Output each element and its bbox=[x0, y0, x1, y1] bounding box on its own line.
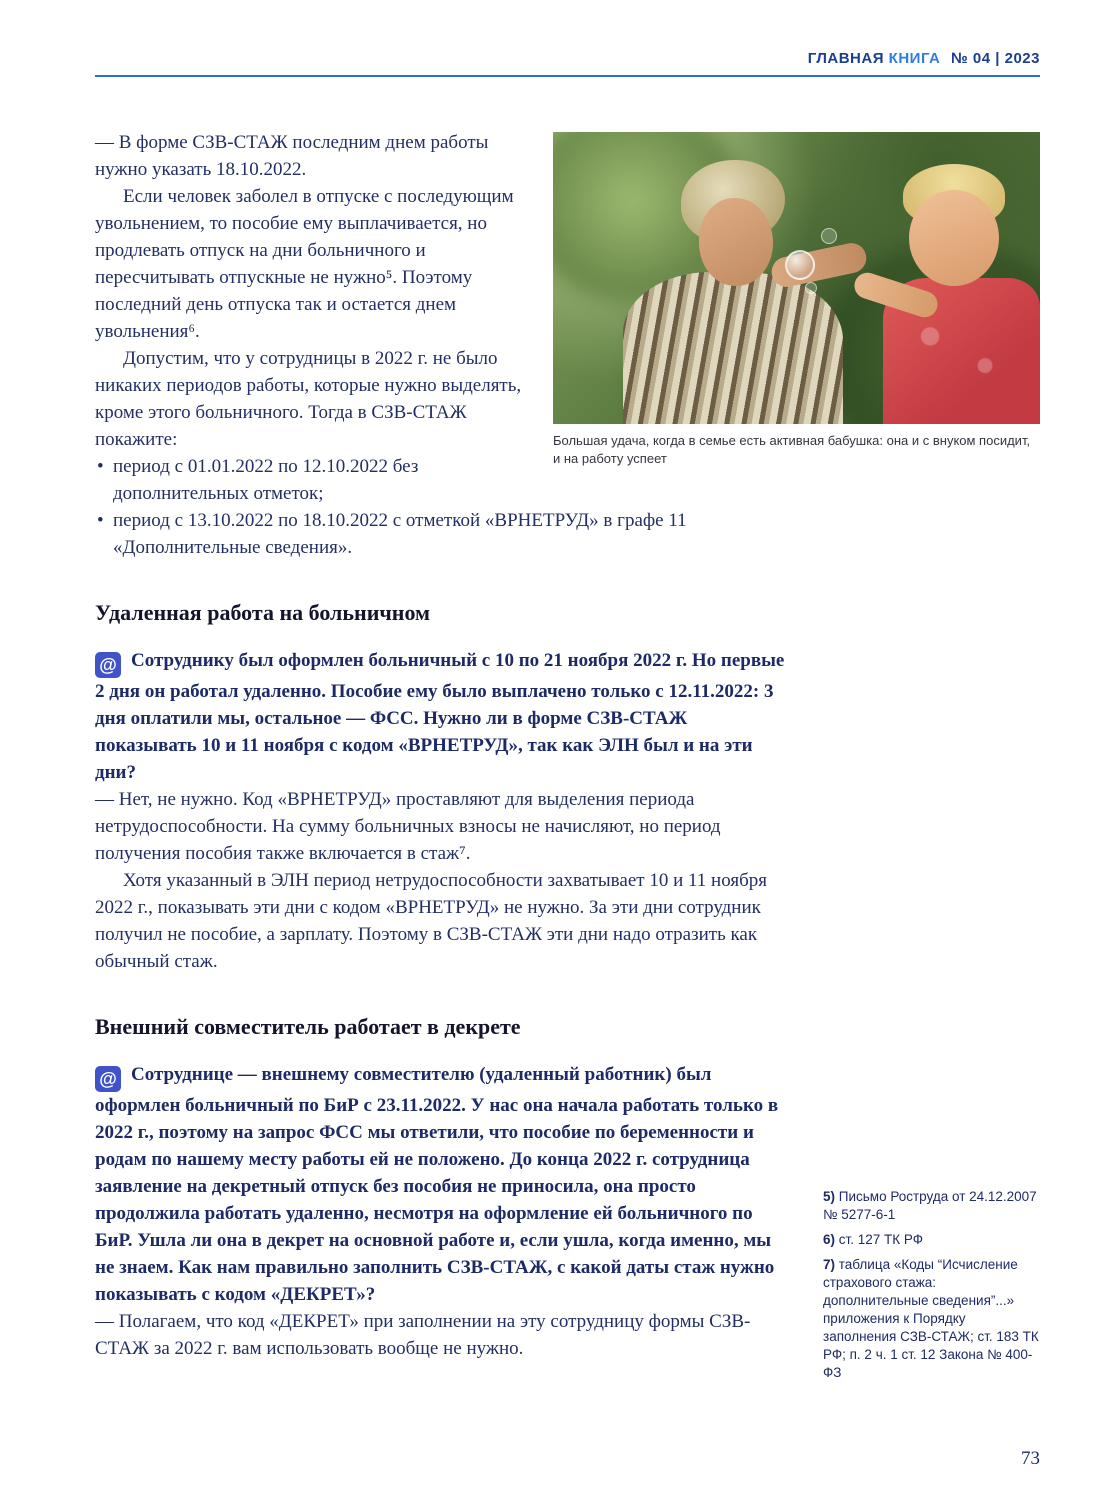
magazine-title-word1: ГЛАВНАЯ bbox=[807, 50, 884, 67]
magazine-title-word2: КНИГА bbox=[888, 50, 941, 67]
list-item bbox=[95, 507, 795, 561]
photo-bubble bbox=[805, 282, 817, 294]
question-text: Сотруднице — внешнему совместителю (удаленный работник) был оформлен больничный по БиР с 23.11.2022. У нас она начала работать только в 2022 г., поэтому на запрос ФСС мы ответили, что пособие по беременности и родам по нашему месту работы ей не положено. До конца 2022 г. сотрудница заявление на декретный отпуск без пособия не приносила, она просто продолжила работать удаленно, несмотря на оформление ей больничного по БиР. Ушла ли она в декрет на основной работе и, если ушла, когда именно, мы не знаем. Как нам правильно заполнить СЗВ-СТАЖ, с какой даты стаж нужно показывать с кодом «ДЕКРЕТ»? bbox=[95, 1064, 779, 1305]
footnote-7 bbox=[823, 1256, 1041, 1382]
page-content bbox=[95, 0, 1040, 1362]
photo-bubble bbox=[821, 228, 837, 244]
list-item bbox=[95, 453, 795, 507]
footnote-text: Письмо Роструда от 24.12.2007 № 5277-6-1 bbox=[823, 1189, 1037, 1222]
intro-paragraph-2: Если человек заболел в отпуске с последующим увольнением, то пособие ему выплачивается, но продлевать отпуск на дни больничного и пересчитывать отпускные не нужно⁵. Поэтому последний день отпуска так и остается днем увольнения⁶. bbox=[95, 186, 514, 342]
bullet-text: период с 13.10.2022 по 18.10.2022 с отметкой «ВРНЕТРУД» в графе 11 «Дополнительные сведения». bbox=[113, 510, 687, 558]
question-text: Сотруднику был оформлен больничный с 10 по 21 ноября 2022 г. Но первые 2 дня он работал удаленно. Пособие ему было выплачено только с 12.11.2022: 3 дня оплатили мы, остальное — ФСС. Нужно ли в форме СЗВ-СТАЖ показывать 10 и 11 ноября с кодом «ВРНЕТРУД», так как ЭЛН был и на эти дни? bbox=[95, 650, 785, 783]
bullet-icon: • bbox=[97, 456, 104, 477]
section-heading: Внешний совместитель работает в декрете bbox=[95, 1014, 521, 1039]
photo-figure bbox=[553, 132, 1040, 468]
magazine-title bbox=[95, 50, 1040, 67]
at-icon: @ bbox=[95, 1066, 121, 1092]
bullet-icon: • bbox=[97, 510, 104, 531]
issue-number: № 04 | 2023 bbox=[951, 50, 1040, 67]
photo-caption: Большая удача, когда в семье есть активная бабушка: она и с внуком посидит, и на работу успеет bbox=[553, 433, 1031, 466]
intro-paragraph-1: — В форме СЗВ-СТАЖ последним днем работы нужно указать 18.10.2022. bbox=[95, 132, 489, 180]
header-rule bbox=[95, 75, 1040, 77]
photo-woman-body bbox=[623, 272, 843, 424]
answer-paragraph-1: — Полагаем, что код «ДЕКРЕТ» при заполнении на эту сотрудницу формы СЗВ-СТАЖ за 2022 г. вам использовать вообще не нужно. bbox=[95, 1311, 751, 1359]
footnote-number: 5) bbox=[823, 1189, 836, 1204]
photo-woman-face bbox=[699, 198, 773, 286]
answer-paragraph-1: — Нет, не нужно. Код «ВРНЕТРУД» проставляют для выделения периода нетрудоспособности. На сумму больничных взносы не начисляют, но период получения пособия также включается в стаж⁷. bbox=[95, 789, 721, 864]
intro-section bbox=[95, 129, 1040, 561]
page-header bbox=[95, 0, 1040, 77]
section-external-parttimer bbox=[95, 1013, 792, 1362]
footnotes-sidebar bbox=[823, 1188, 1041, 1389]
grandma-child-photo bbox=[553, 132, 1040, 424]
footnote-text: ст. 127 ТК РФ bbox=[835, 1232, 923, 1247]
answer-paragraph-2: Хотя указанный в ЭЛН период нетрудоспособности захватывает 10 и 11 ноября 2022 г., показывать эти дни с кодом «ВРНЕТРУД» не нужно. За эти дни сотрудник получил не пособие, а зарплату. Поэтому в СЗВ-СТАЖ эти дни надо отразить как обычный стаж. bbox=[95, 870, 767, 972]
footnote-5 bbox=[823, 1188, 1041, 1224]
bullet-text: период с 01.01.2022 по 12.10.2022 без дополнительных отметок; bbox=[113, 456, 419, 504]
question-paragraph bbox=[95, 647, 792, 786]
footnote-text: таблица «Коды “Исчисление страхового стажа: дополнительные сведения”...» приложения к Порядку заполнения СЗВ-СТАЖ; ст. 183 ТК РФ; п. 2 ч. 1 ст. 12 Закона № 400-ФЗ bbox=[823, 1257, 1039, 1380]
page-number: 73 bbox=[1021, 1448, 1040, 1469]
intro-paragraph-3: Допустим, что у сотрудницы в 2022 г. не было никаких периодов работы, которые нужно выделять, кроме этого больничного. Тогда в СЗВ-СТАЖ покажите: bbox=[95, 348, 522, 450]
footnote-6 bbox=[823, 1231, 1041, 1249]
section-remote-work bbox=[95, 599, 792, 975]
at-icon: @ bbox=[95, 652, 121, 678]
photo-child-face bbox=[909, 190, 999, 286]
intro-bullet-list bbox=[95, 453, 795, 561]
footnote-number: 6) bbox=[823, 1232, 836, 1247]
question-paragraph bbox=[95, 1061, 792, 1308]
section-heading: Удаленная работа на больничном bbox=[95, 600, 431, 625]
footnote-number: 7) bbox=[823, 1257, 836, 1272]
photo-bubble bbox=[785, 250, 815, 280]
